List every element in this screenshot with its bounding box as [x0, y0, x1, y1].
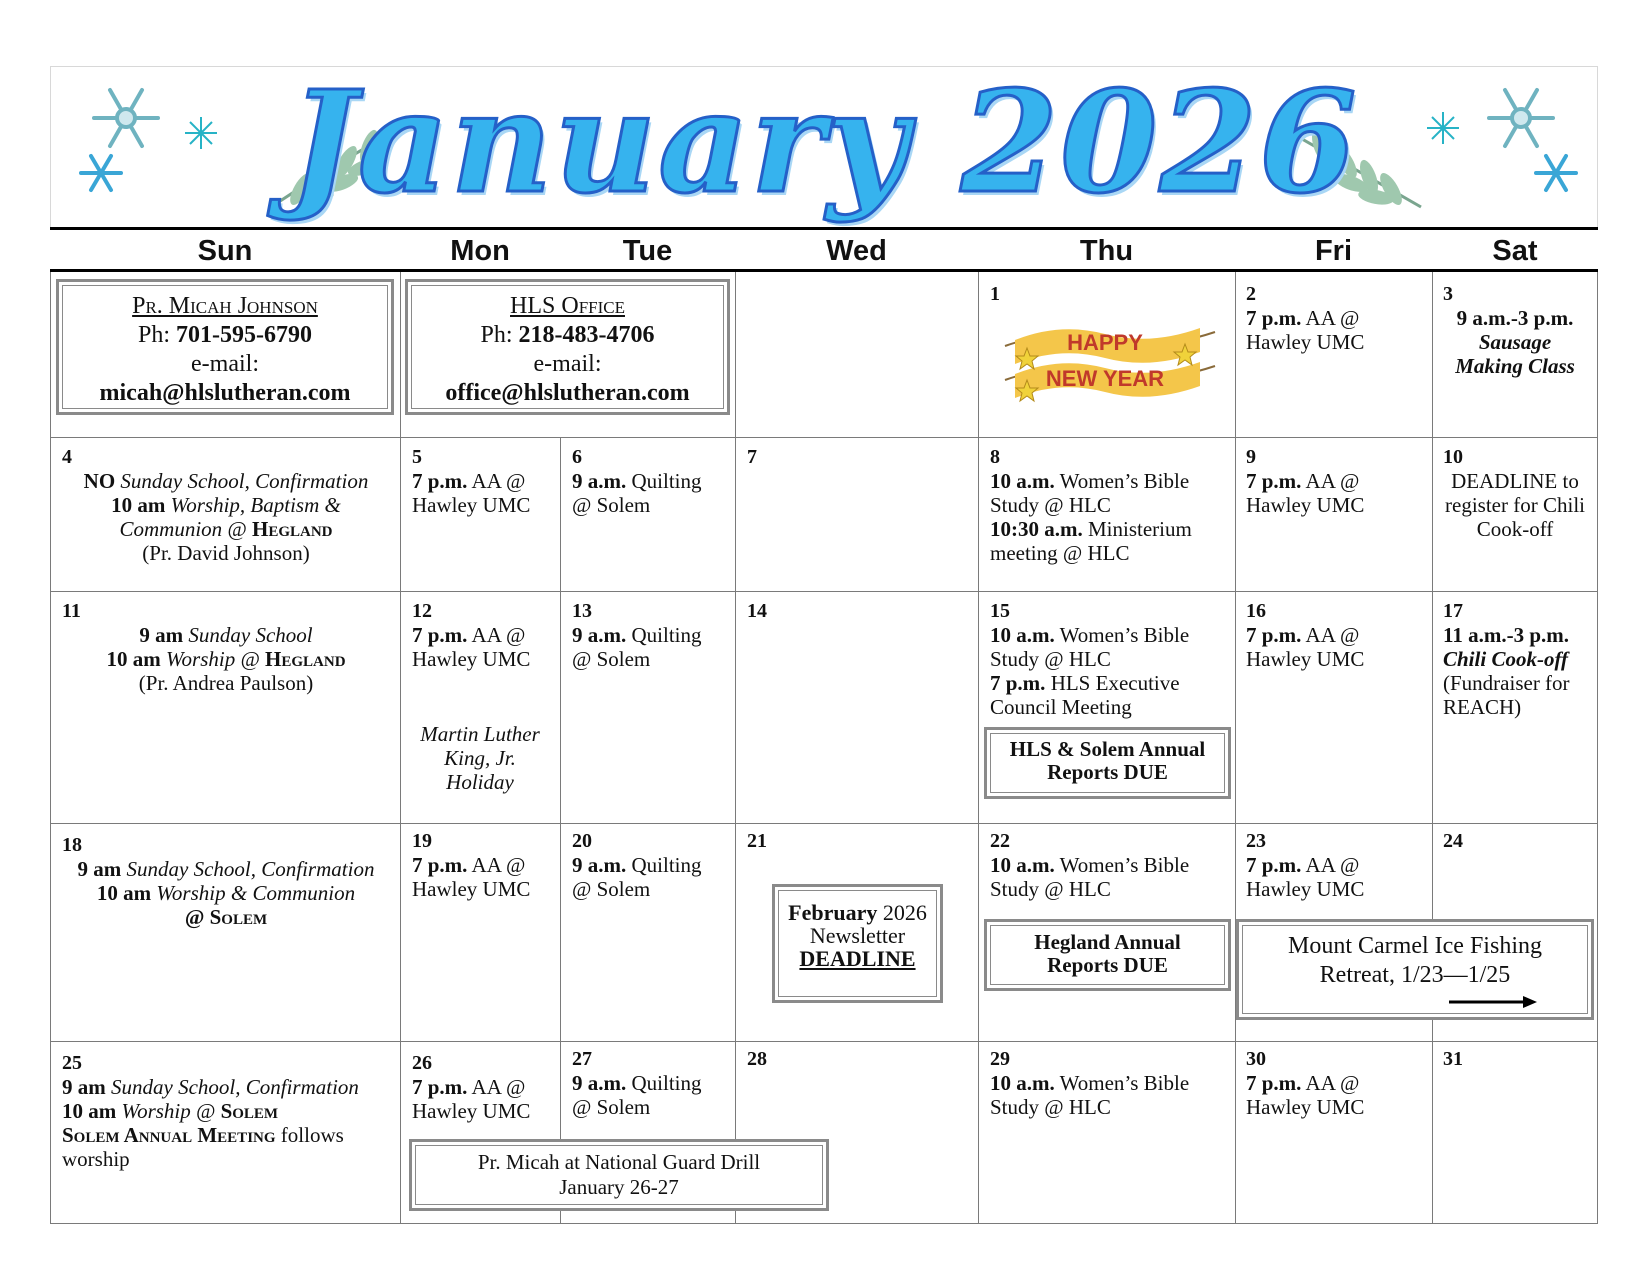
event-quilting — [572, 1071, 702, 1119]
event-text: worship — [62, 1147, 130, 1171]
day-number: 18 — [62, 834, 82, 856]
newsletter-deadline-box — [772, 884, 943, 1003]
event-aa — [412, 469, 530, 517]
event-text: AA @ — [1305, 853, 1360, 877]
box-text: Newsletter — [809, 923, 906, 948]
event-place: Study @ HLC — [990, 493, 1111, 517]
event-place: meeting @ HLC — [990, 541, 1130, 565]
event-place: Hegland — [251, 517, 333, 541]
event-quilting — [572, 623, 702, 671]
calendar-banner — [50, 66, 1598, 229]
event-bible-study — [990, 623, 1189, 719]
event-quilting — [572, 469, 702, 517]
day-number: 15 — [990, 600, 1010, 622]
happy-new-year-banner-icon — [985, 318, 1230, 403]
day-number: 12 — [412, 600, 432, 622]
event-place: @ Solem — [572, 647, 651, 671]
header-bottom-rule — [50, 269, 1598, 272]
event-text: Sunday School, Confirmation — [126, 857, 375, 881]
contact-card-pastor — [56, 279, 394, 415]
event-bible-study — [990, 469, 1192, 565]
box-text: HLS & Solem Annual Reports DUE — [1009, 737, 1206, 784]
day-number: 10 — [1443, 446, 1463, 468]
event-time: 7 p.m. — [990, 671, 1046, 695]
event-text: Sunday School — [188, 623, 313, 647]
day-number: 29 — [990, 1048, 1010, 1070]
event-sausage-class — [1436, 306, 1594, 378]
event-time: 7 p.m. — [412, 623, 468, 647]
event-time: 7 p.m. — [412, 1075, 468, 1099]
day-number: 7 — [747, 446, 757, 468]
contact-phone-line — [59, 321, 391, 350]
event-text: Women’s Bible — [1059, 623, 1190, 647]
event-sunday-25 — [62, 1075, 396, 1171]
day-number: 14 — [747, 600, 767, 622]
page-title: January 2026 — [289, 66, 1359, 225]
day-number: 31 — [1443, 1048, 1463, 1070]
dow-mon: Mon — [450, 235, 510, 267]
event-text: AA @ — [1305, 1071, 1360, 1095]
event-place: Council Meeting — [990, 695, 1132, 719]
event-place: Study @ HLC — [990, 877, 1111, 901]
event-time: 10 am — [62, 1099, 117, 1123]
event-place: @ Solem — [572, 493, 651, 517]
event-aa — [1246, 623, 1364, 671]
event-time: 7 p.m. — [1246, 623, 1302, 647]
event-time: 10 a.m. — [990, 623, 1055, 647]
event-aa — [1246, 1071, 1364, 1119]
arrow-right-icon — [1449, 994, 1539, 1010]
event-text: AA @ — [471, 853, 526, 877]
contact-name: Pr. Micah Johnson — [132, 293, 318, 319]
event-text: HLS Executive — [1050, 671, 1180, 695]
event-time: 9 a.m. — [572, 623, 627, 647]
event-bible-study — [990, 853, 1189, 901]
event-time: 7 p.m. — [1246, 853, 1302, 877]
email-address: office@hlslutheran.com — [445, 380, 690, 406]
day-number: 17 — [1443, 600, 1463, 622]
header-top-rule — [50, 227, 1598, 230]
dow-fri: Fri — [1314, 235, 1353, 267]
event-place: @ Solem — [184, 905, 268, 929]
event-text: Ministerium — [1088, 517, 1192, 541]
hegland-reports-box — [984, 919, 1231, 991]
phone-label: Ph: — [480, 322, 513, 348]
event-text: AA @ — [471, 1075, 526, 1099]
event-aa — [1246, 306, 1364, 354]
event-time: 9 am — [62, 1075, 106, 1099]
event-text: Worship @ — [121, 1099, 216, 1123]
event-text: Quilting — [631, 1071, 702, 1095]
event-emphasis: NO — [83, 469, 116, 493]
happy-text: HAPPY — [1067, 330, 1143, 355]
phone-number: 701-595-6790 — [176, 322, 312, 348]
event-text: AA @ — [1305, 469, 1360, 493]
day-number: 2 — [1246, 283, 1256, 305]
day-number: 4 — [62, 446, 72, 468]
event-aa — [412, 1075, 530, 1123]
box-text: Pr. Micah at National Guard Drill — [477, 1150, 761, 1174]
event-text: Quilting — [631, 623, 702, 647]
event-time: 7 p.m. — [412, 469, 468, 493]
event-place: Study @ HLC — [990, 1095, 1111, 1119]
event-place: Solem — [220, 1099, 279, 1123]
event-text: (Pr. David Johnson) — [142, 541, 310, 565]
event-text: (Pr. Andrea Paulson) — [138, 671, 314, 695]
dow-thu: Thu — [1079, 235, 1134, 267]
event-text: Communion @ — [119, 517, 247, 541]
box-text: Retreat, 1/23—1/25 — [1319, 962, 1511, 988]
event-place: Hawley UMC — [412, 877, 531, 901]
event-time: 9 a.m.-3 p.m. — [1456, 306, 1574, 330]
email-label: e-mail: — [191, 351, 259, 377]
event-time: 7 p.m. — [412, 853, 468, 877]
box-text: February — [788, 900, 878, 925]
event-time: 7 p.m. — [1246, 306, 1302, 330]
annual-reports-box — [984, 727, 1231, 799]
event-time: 10 a.m. — [990, 469, 1055, 493]
event-time: 7 p.m. — [1246, 469, 1302, 493]
email-address: micah@hlslutheran.com — [99, 380, 351, 406]
event-place: Hawley UMC — [412, 493, 531, 517]
event-text: Solem Annual Meeting — [62, 1123, 276, 1147]
event-place: Hawley UMC — [412, 647, 531, 671]
event-text: AA @ — [471, 469, 526, 493]
event-time: 10 a.m. — [990, 1071, 1055, 1095]
day-number: 6 — [572, 446, 582, 468]
event-aa — [1246, 469, 1364, 517]
event-time: 9 am — [139, 623, 184, 647]
event-aa — [1246, 853, 1364, 901]
day-number: 8 — [990, 446, 1000, 468]
phone-number: 218-483-4706 — [518, 322, 655, 348]
event-time: 10 am — [96, 881, 152, 905]
event-text: Worship @ — [165, 647, 260, 671]
event-place: @ Solem — [572, 1095, 651, 1119]
event-time: 10:30 a.m. — [990, 517, 1083, 541]
day-number: 16 — [1246, 600, 1266, 622]
day-number: 9 — [1246, 446, 1256, 468]
event-place: Hawley UMC — [1246, 877, 1365, 901]
event-aa — [412, 623, 530, 671]
event-place: Hawley UMC — [412, 1099, 531, 1123]
day-number: 21 — [747, 830, 767, 852]
contact-name: HLS Office — [510, 293, 625, 319]
event-place: Hawley UMC — [1246, 1095, 1365, 1119]
event-text: Quilting — [631, 469, 702, 493]
event-text: Worship, Baptism & — [170, 493, 341, 517]
new-year-text: NEW YEAR — [1045, 366, 1165, 391]
event-text: AA @ — [1305, 623, 1360, 647]
event-text: Women’s Bible — [1059, 853, 1190, 877]
event-text: follows — [280, 1123, 344, 1147]
day-number: 28 — [747, 1048, 767, 1070]
event-text: Women’s Bible — [1059, 469, 1190, 493]
event-text: Worship & Communion — [156, 881, 356, 905]
event-text: Sunday School, Confirmation — [120, 469, 369, 493]
event-time: 9 a.m. — [572, 853, 627, 877]
event-text: (Fundraiser for REACH) — [1443, 671, 1570, 719]
day-number: 22 — [990, 830, 1010, 852]
event-time: 9 am — [77, 857, 122, 881]
event-text: Sausage — [1478, 330, 1552, 354]
day-number: 30 — [1246, 1048, 1266, 1070]
event-text: Women’s Bible — [1059, 1071, 1190, 1095]
day-number: 19 — [412, 830, 432, 852]
event-aa — [412, 853, 530, 901]
event-place: Hawley UMC — [1246, 330, 1365, 354]
event-mlk-holiday: Martin Luther King, Jr. Holiday — [420, 722, 540, 794]
day-number: 1 — [990, 283, 1000, 305]
event-text: Chili Cook-off — [1443, 647, 1569, 671]
event-sunday-4 — [56, 469, 396, 565]
event-text: AA @ — [471, 623, 526, 647]
day-number: 25 — [62, 1052, 82, 1074]
day-number: 20 — [572, 830, 592, 852]
event-place: @ Solem — [572, 877, 651, 901]
day-number: 23 — [1246, 830, 1266, 852]
event-text: Quilting — [631, 853, 702, 877]
event-text: Making Class — [1455, 354, 1575, 378]
event-place: Hegland — [265, 647, 346, 671]
contact-card-office — [405, 279, 730, 415]
phone-label: Ph: — [138, 322, 171, 348]
day-number: 27 — [572, 1048, 592, 1070]
event-text: AA @ — [1305, 306, 1360, 330]
dow-sat: Sat — [1492, 235, 1538, 267]
day-number: 3 — [1443, 283, 1453, 305]
event-place: Hawley UMC — [1246, 493, 1365, 517]
email-label: e-mail: — [533, 351, 602, 377]
box-text: 2026 — [882, 900, 927, 925]
day-number: 13 — [572, 600, 592, 622]
event-quilting — [572, 853, 702, 901]
contact-phone-line — [408, 321, 727, 350]
national-guard-drill-box — [409, 1139, 829, 1211]
ice-fishing-retreat-box — [1236, 919, 1594, 1020]
event-sunday-18 — [56, 857, 396, 929]
event-sunday-11 — [56, 623, 396, 695]
dow-tue: Tue — [622, 235, 673, 267]
box-text: Hegland Annual Reports DUE — [1034, 930, 1181, 977]
event-bible-study — [990, 1071, 1189, 1119]
event-time: 10 a.m. — [990, 853, 1055, 877]
event-chili-deadline: DEADLINE to register for Chili Cook-off — [1445, 469, 1585, 541]
box-text: Mount Carmel Ice Fishing — [1288, 933, 1542, 959]
day-number: 5 — [412, 446, 422, 468]
event-time: 9 a.m. — [572, 1071, 627, 1095]
event-place: Hawley UMC — [1246, 647, 1365, 671]
event-time: 10 am — [106, 647, 161, 671]
event-place: Study @ HLC — [990, 647, 1111, 671]
day-number: 24 — [1443, 830, 1463, 852]
event-time: 11 a.m.-3 p.m. — [1443, 623, 1569, 647]
day-number: 11 — [62, 600, 81, 622]
day-number: 26 — [412, 1052, 432, 1074]
box-text: DEADLINE — [799, 946, 916, 971]
event-time: 7 p.m. — [1246, 1071, 1302, 1095]
event-time: 10 am — [111, 493, 166, 517]
box-text: January 26-27 — [559, 1175, 679, 1199]
event-time: 9 a.m. — [572, 469, 627, 493]
dow-sun: Sun — [197, 235, 253, 267]
event-chili-cookoff — [1443, 623, 1593, 719]
event-text: Sunday School, Confirmation — [111, 1075, 359, 1099]
dow-wed: Wed — [826, 235, 887, 267]
